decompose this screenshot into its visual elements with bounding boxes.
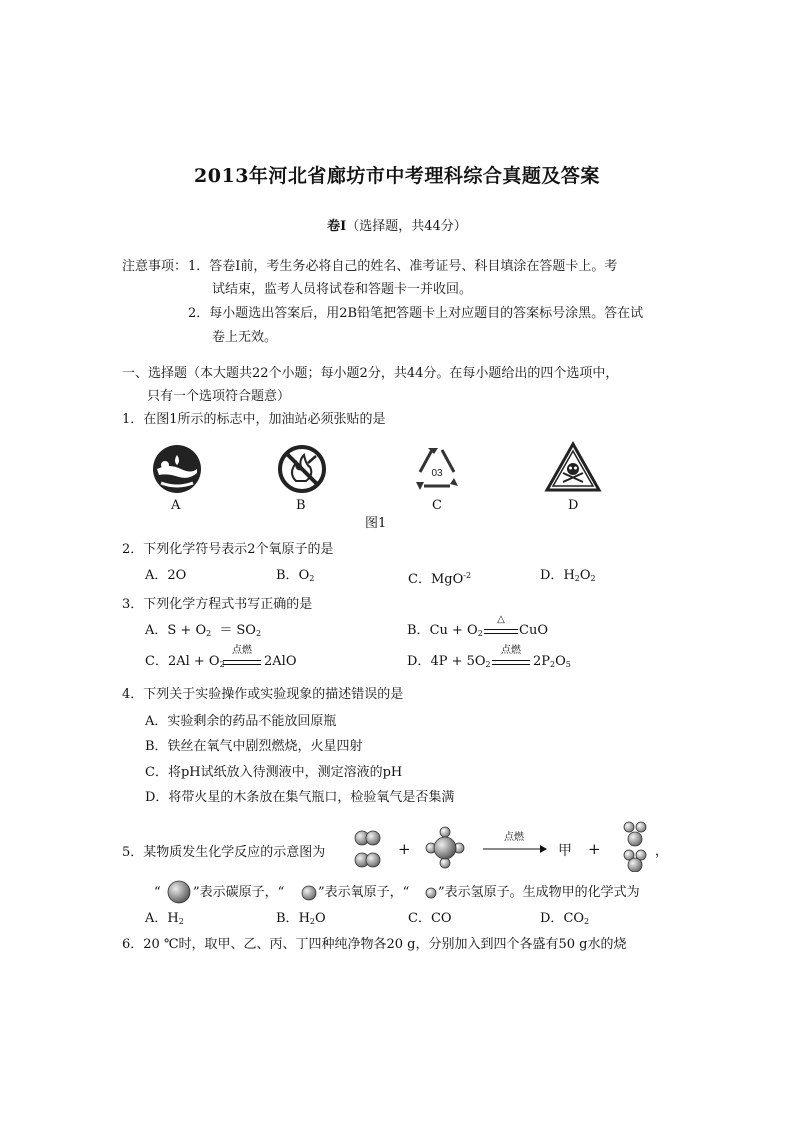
q5-option-c: C．CO — [408, 911, 452, 926]
notice-item-1 — [188, 258, 617, 276]
section-heading-cont: 只有一个选项符合题意） — [147, 389, 291, 404]
q5-stem: 5．某物质发生化学反应的示意图为 — [122, 845, 326, 860]
q4-stem: 4．下列关于实验操作或实验现象的描述错误的是 — [122, 687, 404, 702]
q3-option-c: C．$2Al + O_2$ — [145, 654, 225, 669]
q5-option-a: A．$H_2$ — [145, 911, 184, 926]
notice-label: 注意事项： — [122, 259, 188, 274]
q2-option-a: A．2O — [145, 568, 187, 583]
q2-option-b: B．$O_2$ — [276, 568, 315, 583]
q2-stem: 2．下列化学符号表示2个氧原子的是 — [122, 542, 334, 557]
q3-stem: 3．下列化学方程式书写正确的是 — [122, 597, 313, 612]
reaction-condition: 点燃 — [504, 832, 524, 843]
q5-option-d: D．$CO_2$ — [540, 911, 590, 926]
condition-ignite: 点燃 — [501, 645, 521, 656]
equation-line — [484, 629, 518, 630]
notice-item-2 — [188, 305, 643, 323]
q4-option-d: D．将带火星的木条放在集气瓶口，检验氧气是否集满 — [145, 790, 455, 805]
oxygen-atom-icon — [300, 884, 318, 902]
volume-name: 卷Ⅰ — [327, 219, 347, 234]
condition-ignite: 点燃 — [232, 645, 252, 656]
equation-line — [492, 664, 530, 665]
volume-note: （选择题，共44分） — [346, 219, 467, 234]
carbon-atom-icon — [166, 879, 192, 905]
reaction-arrow-icon — [482, 844, 548, 854]
q3-option-a: A．$S + O_2 = SO_2$ — [145, 623, 262, 638]
q3-option-d-product: $2P_2O_5$ — [533, 654, 571, 669]
q2-option-d: D．$H_2O_2$ — [540, 568, 596, 583]
q5-option-b: B．$H_2O$ — [276, 911, 326, 926]
equation-line — [223, 660, 261, 661]
legend-oxygen: ”表示氧原子，“ — [318, 885, 410, 900]
hydrogen-atom-icon — [424, 886, 438, 900]
q3-option-d: D．$4P + 5O_2$ — [407, 654, 491, 669]
sign-a-icon — [151, 443, 203, 495]
quote-open: “ — [154, 885, 161, 900]
q4-option-b: B．铁丝在氧气中剧烈燃烧，火星四射 — [145, 739, 363, 754]
notice-item-number: 2． — [188, 306, 210, 321]
recycle-code: 03 — [431, 468, 443, 479]
plus-sign: + — [588, 840, 601, 858]
equation-line — [492, 660, 530, 661]
plus-sign: + — [398, 840, 411, 858]
oxygen-molecule-icon — [352, 828, 384, 870]
legend-hydrogen: ”表示氢原子。生成物甲的化学式为 — [438, 885, 640, 900]
section-heading: 一、选择题（本大题共22个小题；每小题2分，共44分。在每小题给出的四个选项中， — [122, 366, 619, 381]
equation-line — [223, 664, 261, 665]
option-label-b: B — [296, 498, 306, 513]
volume-heading — [0, 215, 794, 234]
option-label-c: C — [432, 498, 442, 513]
product-jia: 甲 — [558, 843, 572, 859]
q1-stem: 1．在图1所示的标志中，加油站必须张贴的是 — [122, 412, 386, 427]
q3-option-c-product: 2AlO — [264, 654, 297, 669]
toxic-warning-icon — [544, 440, 602, 494]
q4-option-c: C．将pH试纸放入待测液中，测定溶液的pH — [145, 765, 403, 780]
notice-item-1-cont: 试结束，监考人员将试卷和答题卡一并收回。 — [212, 282, 473, 297]
q4-option-a: A．实验剩余的药品不能放回原瓶 — [145, 714, 337, 729]
page-title: 2013年河北省廊坊市中考理科综合真题及答案 — [194, 165, 600, 187]
figure-caption: 图1 — [365, 516, 387, 531]
notice-item-text: 答卷Ⅰ前，考生务必将自己的姓名、准考证号、科目填涂在答题卡上。考 — [209, 259, 618, 274]
condition-heat: △ — [497, 614, 505, 625]
option-label-d: D — [568, 498, 579, 513]
water-molecule-icon — [618, 820, 660, 872]
legend-carbon: ”表示碳原子，“ — [193, 885, 285, 900]
recycle-icon — [410, 442, 464, 494]
q2-option-c: C．MgO$^{-2}$ — [408, 571, 472, 587]
equation-line — [484, 633, 518, 634]
q3-option-b: B．$Cu + O_2$ — [407, 623, 483, 638]
notice-item-2-cont: 卷上无效。 — [212, 330, 278, 345]
option-label-a: A — [171, 498, 181, 513]
methane-molecule-icon — [424, 824, 466, 870]
q6-stem: 6．20 ℃时，取甲、乙、丙、丁四种纯净物各20 g，分别加入到四个各盛有50 g水的烧 — [122, 937, 627, 952]
notice-item-text: 每小题选出答案后，用2B铅笔把答题卡上对应题目的答案标号涂黑。答在试 — [209, 306, 644, 321]
q3-option-b-product: CuO — [519, 623, 548, 638]
notice-item-number: 1． — [188, 259, 210, 274]
no-fire-sign-icon — [276, 443, 328, 495]
q5-comma: ， — [655, 844, 669, 859]
